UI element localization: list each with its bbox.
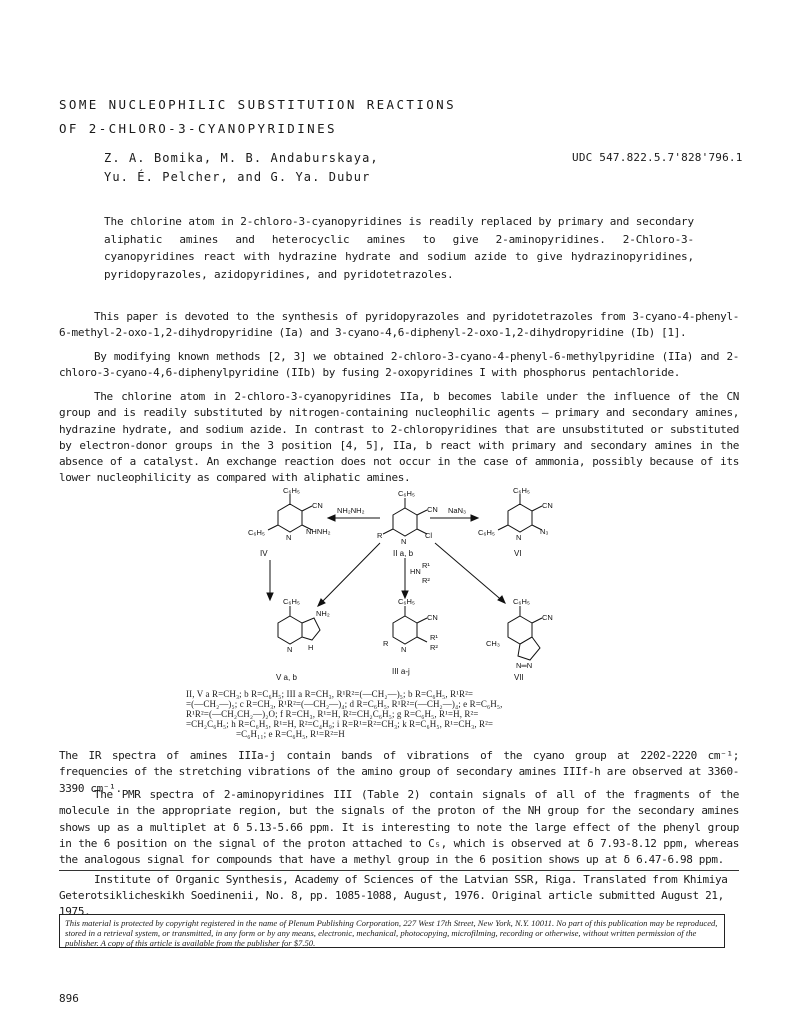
label-iii: III a-j: [392, 667, 410, 676]
paragraph-1: This paper is devoted to the synthesis of pyridopyrazoles and pyridotetrazoles from 3-cyano-4-phenyl-6-methyl-2-oxo-1,2-dihydropyridine (Ia) and 3-cyano-4,6-diphenyl-2-oxo-1,2-dihydropyridine (Ib) [1].: [59, 310, 739, 340]
ring-iii: [393, 616, 417, 644]
label-vi: VI: [514, 549, 522, 558]
ring-ii: [393, 508, 417, 536]
v-n: N: [287, 645, 293, 654]
ii-n: N: [401, 537, 407, 546]
ring-v-pyrazole: [302, 618, 320, 640]
scheme-legend: [186, 689, 756, 739]
paragraph-2: By modifying known methods [2, 3] we obtained 2-chloro-3-cyano-4-phenyl-6-methylpyridine (IIa) and 2-chloro-3-cyano-4,6-diphenylpyridine (IIb) by fusing 2-oxopyridines I with phosphorus pentachloride.: [59, 350, 739, 380]
legend-line-3: R¹R²=(—CH₂CH₂—)₂O; f R=CH₃, R¹=H, R²=CH₂C₆H₅; g R=C₆H₅, R¹=H, R²=: [186, 709, 479, 719]
vi-n: N: [516, 533, 522, 542]
iii-n: N: [401, 645, 407, 654]
legend-line-1: II, V a R=CH₃; b R=C₆H₅; III a R=CH₃, R¹R²=(—CH₂—)₅; b R=C₆H₅, R¹R²=: [186, 689, 474, 699]
reagent-azide: NaN₃: [448, 506, 467, 515]
paragraph-3: The chlorine atom in 2-chloro-3-cyanopyridines IIa, b becomes labile under the influence of the CN group and is readily substituted by nitrogen-containing nucleophilic agents — primary and secondary amines, hydrazine hydrate, and sodium azide. In contrast to 2-chloropyridines that are unsubstituted or substituted by electron-donor groups in the 3 position [4, 5], IIa, b react with primary and secondary amines in the absence of a catalyst. An exchange reaction does not occur in the case of ammonia, possibly because of its lower nucleophilicity as compared with aliphatic amines.: [59, 390, 739, 485]
reaction-scheme: [240, 488, 570, 683]
vii-nn: N═N: [516, 661, 533, 670]
iv-phenyl-6: C₆H₅: [248, 528, 265, 537]
iii-cn: CN: [427, 613, 438, 622]
arrow-ii-to-v: [318, 543, 380, 606]
iv-nhnh2: NHNH₂: [306, 527, 331, 536]
udc-code: UDC 547.822.5.7'828'796.1: [572, 151, 743, 164]
footnote: Institute of Organic Synthesis, Academy of Sciences of the Latvian SSR, Riga. Translated from Khimiya Geterotsiklicheskikh Soedinenii, No. 8, pp. 1085-1088, August, 1976. Original article submitted August 21, 1975.: [59, 873, 728, 918]
legend-line-2: =(—CH₂—)₅; c R=CH₃, R¹R²=(—CH₂—)₄; d R=C₆H₅, R¹R²=(—CH₂—)₄; e R=C₆H₅,: [186, 699, 503, 709]
abstract: The chlorine atom in 2-chloro-3-cyanopyridines is readily replaced by primary and secondary aliphatic amines and heterocyclic amines to give 2-aminopyridines. 2-Chloro-3-cyanopyridines react with hydrazine hydrate and sodium azide to give hydrazinopyridines, pyridopyrazoles, azidopyridines, and pyridotetrazoles.: [104, 215, 694, 281]
label-v: V a, b: [276, 673, 297, 682]
vii-phenyl: C₆H₅: [513, 597, 530, 606]
arrow-ii-to-vii: [435, 543, 505, 603]
iii-r1: R¹: [430, 633, 438, 642]
authors-line-1: Z. A. Bomika, M. B. Andaburskaya,: [104, 151, 379, 165]
label-iv: IV: [260, 549, 268, 558]
v-nh2: NH₂: [316, 609, 330, 618]
ii-cl: Cl: [425, 531, 433, 540]
vi-n3: N₃: [540, 527, 549, 536]
iv-n: N: [286, 533, 292, 542]
ii-cn: CN: [427, 505, 438, 514]
footnote-divider: [59, 870, 739, 871]
reagent-amine-r2: R²: [422, 576, 430, 585]
ring-iv: [278, 504, 302, 532]
ring-vii: [508, 616, 532, 644]
iii-phenyl: C₆H₅: [398, 597, 415, 606]
ring-vii-tetrazole: [518, 637, 540, 660]
iv-phenyl: C₆H₅: [283, 488, 300, 495]
reagent-amine-r1: R¹: [422, 561, 430, 570]
ii-phenyl: C₆H₅: [398, 489, 415, 498]
copyright-notice: This material is protected by copyright registered in the name of Plenum Publishing Corporation, 227 West 17th Street, New York, N.Y. 10011. No part of this publication may be reproduced, stored in a retrieval system, or transmitted, in any form or by any means, electronic, mechanical, photocopying, microfilming, recording or otherwise, without written permission of the publisher. A copy of this article is available from the publisher for $7.50.: [59, 914, 725, 948]
legend-line-4: =CH₂C₆H₅; h R=C₆H₅, R¹=H, R²=C₄H₉; i R=R¹=R²=CH₃; k R=C₆H₅, R¹=CH₃, R²=: [186, 719, 494, 729]
v-phenyl: C₆H₅: [283, 597, 300, 606]
paragraph-4: The IR spectra of amines IIIa-j contain bands of vibrations of the cyano group at 2202-2220 cm⁻¹; frequencies of the stretching vibrations of the amino group of secondary amines IIIf-h are observed at 3360-3390 cm⁻¹.: [59, 749, 739, 795]
vi-phenyl: C₆H₅: [513, 488, 530, 495]
iii-r: R: [383, 639, 389, 648]
label-vii: VII: [514, 673, 524, 682]
paragraph-5: The PMR spectra of 2-aminopyridines III (Table 2) contain signals of all of the fragments of the molecule in the appropriate region, but the signals of the proton of the NH group for the secondary amines shows up as a multiplet at δ 5.13-5.66 ppm. It is interesting to note the large effect of the phenyl group in the 6 position on the signal of the proton attached to C₅, which is observed at δ 7.93-8.12 ppm, whereas the analogous signal for compounds that have a methyl group in the 6 position shows up at δ 6.47-6.98 ppm.: [59, 788, 739, 867]
reagent-hydrazine: NH₂NH₂: [337, 506, 365, 515]
ring-v: [278, 616, 302, 644]
vii-ch3: CH₃: [486, 639, 500, 648]
legend-line-5: =C₆H₁₁; e R=C₆H₅, R¹=R²=H: [236, 729, 345, 739]
v-h: H: [308, 643, 314, 652]
iv-cn: CN: [312, 501, 323, 510]
authors-line-2: Yu. É. Pelcher, and G. Ya. Dubur: [104, 170, 371, 184]
paper-title-line-2: OF 2-CHLORO-3-CYANOPYRIDINES: [59, 121, 337, 136]
vi-cn: CN: [542, 501, 553, 510]
label-ii: II a, b: [393, 549, 414, 558]
vi-phenyl-6: C₆H₅: [478, 528, 495, 537]
iii-r2: R²: [430, 643, 438, 652]
page-number: 896: [59, 992, 79, 1005]
ii-r: R: [377, 531, 383, 540]
paper-title-line-1: SOME NUCLEOPHILIC SUBSTITUTION REACTIONS: [59, 97, 457, 112]
reagent-amine-hn: HN: [410, 567, 421, 576]
vii-cn: CN: [542, 613, 553, 622]
ring-vi: [508, 504, 532, 532]
